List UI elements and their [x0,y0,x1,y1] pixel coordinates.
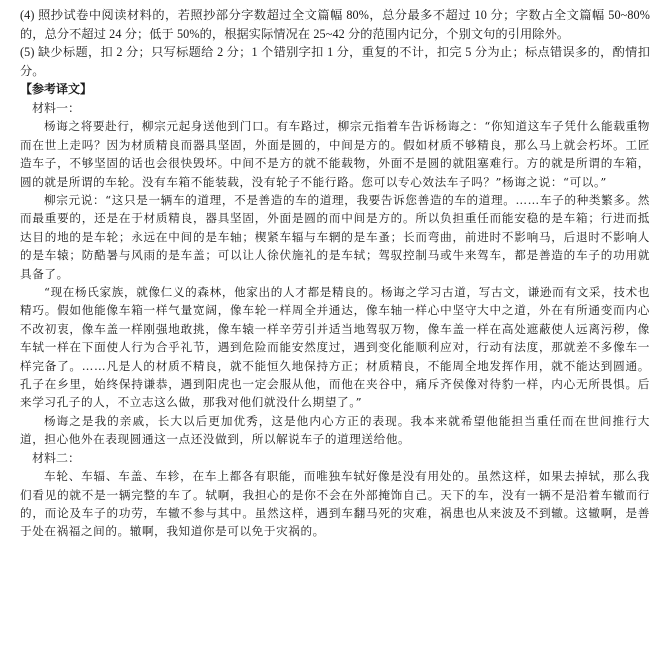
material-two-label: 材料二： [32,450,81,465]
material-one-label: 材料一： [32,100,81,115]
material-two [20,449,650,541]
reference-translation-heading: 【参考译文】 [20,82,93,97]
scoring-rule-5: (5) 缺少标题，扣 2 分；只写标题给 2 分；1 个错别字扣 1 分，重复的不计，扣完 5 分为止；标点错误多的，酌情扣分。 [20,45,650,78]
material-one-paragraph: “现在杨氏家族，就像仁义的森林，他家出的人才都是精良的。杨诲之学习古道，写古文，谦逊而有文采，技术也精巧。假如他能像车箱一样气量宽阔，像车轮一样周全并通达，像车轴一样心中坚守大中之道，外在有所通变而内心不改初衷，像车盖一样刚强地敢挑，像车辕一样辛劳引并适当地驾驭万物，像车盖一样在高处遮蔽使人远离污秽，像车轼一样在下面使人行为合乎礼节，遇到危险而能安然度过，遇到变化能顺利应对，行动有法度，那就差不多像车一样完备了。……凡是人的材质不精良，就不能恒久地保持方正；材质精良，不能周全地发挥作用，就不能达到圆通。孔子在乡里，始终保持谦恭，遇到阳虎也一定会服从他，而他在夹谷中，痛斥齐侯像对待豹一样，内心无所畏惧。后来学习孔子的人，不立志这么做，那我对他们就没什么期望了。” [20,285,650,410]
material-one-paragraph: 杨诲之将要赴行，柳宗元起身送他到门口。有车路过，柳宗元指着车告诉杨诲之：“你知道这车子凭什么能载重物而在世上走吗？因为材质精良而器具坚固，外面是圆的，中间是方的。假如材质不够精良，那么马上就会朽坏。工匠造车子，不够坚固的话也会很快毁坏。中间不是方的就不能载物，外面不是圆的就阻塞难行。方的就是所谓的车箱，圆的就是所谓的车轮。没有车箱不能装载，没有轮子不能行路。您可以专心效法车子吗？”杨诲之说：“可以。” [20,119,650,189]
material-two-paragraph: 车轮、车辐、车盖、车轸，在车上都各有职能，而唯独车轼好像是没有用处的。虽然这样，如果去掉轼，那么我们看见的就不是一辆完整的车了。轼啊，我担心的是你不会在外部掩饰自己。天下的车，没有一辆不是沿着车辙而行的，而论及车子的功劳，车辙不参与其中。虽然这样，遇到车翻马死的灾难，祸患也从来波及不到辙。这辙啊，是善于处在祸福之间的。辙啊，我知道你是可以免于灾祸的。 [20,469,650,539]
scoring-rule-4: (4) 照抄试卷中阅读材料的，若照抄部分字数超过全文篇幅 80%，总分最多不超过 10 分；字数占全文篇幅 50~80%的，总分不超过 24 分；低于 50%的，根据实际情况在 25~42 分的范围内记分，个别文句的引用除外。 [20,8,650,41]
material-one [20,99,650,449]
material-one-paragraph: 杨诲之是我的亲戚，长大以后更加优秀，这是他内心方正的表现。我本来就希望他能担当重任而在世间推行大道，担心他外在表现圆通这一点还没做到，所以解说车子的道理送给他。 [20,413,650,447]
material-one-paragraph: 柳宗元说：“这只是一辆车的道理，不是善造的车的道理，我要告诉您善造的车的道理。……车子的种类繁多。然而最重要的，还是在于材质精良，器具坚固，外面是圆的而中间是方的。所以负担重任而能安稳的是车箱；行进而抵达目的地的是车轮；永远在中间的是车轴；楔紧车辐与车辋的是车蚤；长而弯曲，前进时不影响马，后退时不影响人的是车辕；防酷暑与风雨的是车盖；可以让人徐伏施礼的是车轼；驾驭控制马或牛来驾车，都是善造的车子的功用就具备了。 [20,193,650,281]
